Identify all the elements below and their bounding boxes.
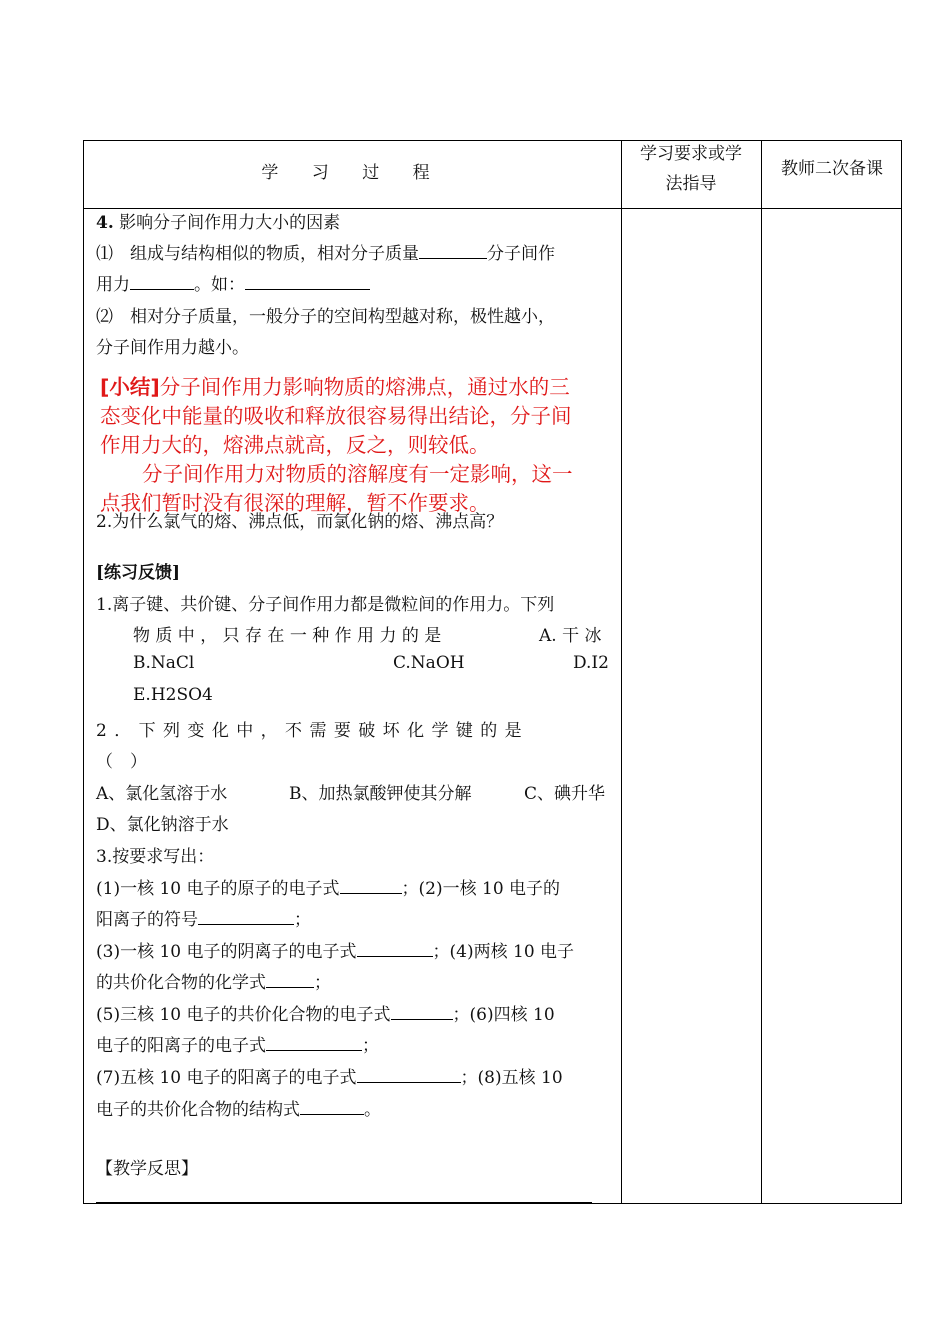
summary-line1 — [100, 373, 570, 401]
practice-q3-title: 3.按要求写出： — [96, 847, 215, 867]
summary-line5: 点我们暂时没有很深的理解，暂不作要求。 — [100, 491, 490, 515]
q3-text: ；(8)五核 10 — [460, 1068, 563, 1088]
q3-text: (1)一核 10 电子的原子的电子式 — [96, 879, 340, 899]
header-teacher-prep: 教师二次备课 — [781, 159, 883, 179]
q3-text: (3)一核 10 电子的阴离子的电子式 — [96, 942, 357, 962]
q2-option-b: B、加热氯酸钾使其分解 — [289, 784, 472, 804]
q3-text: ；(4)两核 10 电子 — [432, 942, 575, 962]
fill-blank[interactable] — [266, 969, 314, 988]
practice-q3-line8 — [96, 1095, 381, 1120]
practice-q3-line1 — [96, 874, 560, 899]
header-learning-process: 学 习 过 程 — [261, 163, 444, 183]
q3-text: ；(2)一核 10 电子的 — [401, 879, 561, 899]
option-a: A. 干 冰 — [539, 626, 602, 646]
section4-title — [96, 208, 340, 233]
section4-point1-text-b: 分子间作 — [487, 244, 555, 264]
practice-q1-line2 — [133, 621, 613, 646]
q3-text: 的共价化合物的化学式 — [96, 973, 266, 993]
practice-q3-line6 — [96, 1031, 379, 1056]
fill-blank[interactable] — [357, 938, 433, 957]
practice-q3-line4 — [96, 968, 331, 993]
practice-q3-line2 — [96, 905, 311, 930]
fill-blank[interactable] — [300, 1096, 364, 1115]
q3-text: 电子的共价化合物的结构式 — [96, 1100, 300, 1120]
fill-blank[interactable] — [266, 1032, 362, 1051]
practice-q1-line3 — [133, 653, 613, 673]
fill-blank[interactable] — [391, 1001, 453, 1020]
q3-text: ；(6)四核 10 — [452, 1005, 555, 1025]
q3-text: 阳离子的符号 — [96, 910, 198, 930]
header-learning-guide-line2: 法指导 — [665, 174, 717, 194]
q2-option-d: D、氯化钠溶于水 — [96, 815, 229, 835]
section4-point2-line2: 分子间作用力越小。 — [96, 338, 249, 358]
fill-blank[interactable] — [340, 875, 402, 894]
section4-point1-line1 — [96, 239, 555, 264]
section4-point1-text: ⑴ 组成与结构相似的物质，相对分子质量 — [96, 244, 419, 264]
q3-text: 电子的阳离子的电子式 — [96, 1036, 266, 1056]
header-learning-guide-line1: 学习要求或学 — [640, 144, 742, 164]
q3-text: ； — [294, 910, 311, 930]
section4-number: 4. — [96, 213, 114, 233]
reflection-line[interactable] — [96, 1202, 592, 1203]
fill-blank[interactable] — [419, 240, 487, 259]
q3-text: 。 — [364, 1100, 381, 1120]
summary-text: 分子间作用力影响物质的熔沸点，通过水的三 — [159, 375, 570, 399]
practice-q1-line1: 1.离子键、共价键、分子间作用力都是微粒间的作用力。下列 — [96, 595, 555, 615]
question-2: 2.为什么氯气的熔、沸点低，而氯化钠的熔、沸点高？ — [96, 512, 504, 532]
q3-text: ； — [362, 1036, 379, 1056]
summary-line3: 作用力大的，熔沸点就高，反之，则较低。 — [100, 433, 490, 457]
fill-blank[interactable] — [130, 271, 194, 290]
lesson-table — [83, 140, 902, 1204]
practice-title: [练习反馈] — [96, 563, 181, 583]
q2-option-c: C、碘升华 — [524, 784, 606, 804]
header-learning-guide — [621, 139, 761, 199]
practice-q3-line7 — [96, 1063, 563, 1088]
practice-q3-line3 — [96, 937, 574, 962]
section4-point1-line2 — [96, 270, 370, 295]
column-divider — [761, 141, 762, 1203]
summary-line4: 分子间作用力对物质的溶解度有一定影响，这一 — [142, 462, 573, 486]
option-c: C.NaOH — [393, 653, 465, 673]
practice-q3-line5 — [96, 1000, 555, 1025]
q3-text: (7)五核 10 电子的阳离子的电子式 — [96, 1068, 357, 1088]
fill-blank[interactable] — [198, 906, 294, 925]
q3-text: (5)三核 10 电子的共价化合物的电子式 — [96, 1005, 391, 1025]
summary-line2: 态变化中能量的吸收和释放很容易得出结论，分子间 — [100, 404, 572, 428]
practice-q2-line2: （ ） — [96, 752, 147, 772]
summary-tag: [小结] — [100, 375, 160, 399]
section4-title-text: 影响分子间作用力大小的因素 — [119, 213, 341, 233]
learning-process-content — [96, 208, 612, 1203]
section4-point1-text-d: 。如： — [194, 275, 245, 295]
fill-blank[interactable] — [245, 271, 370, 290]
option-d: D.I2 — [573, 653, 609, 673]
section4-point2-line1: ⑵ 相对分子质量，一般分子的空间构型越对称，极性越小， — [96, 307, 555, 327]
option-e: E.H2SO4 — [133, 685, 213, 705]
column-divider — [621, 141, 622, 1203]
practice-q2-options — [96, 779, 612, 804]
q3-text: ； — [314, 973, 331, 993]
teaching-reflection-title: 【教学反思】 — [96, 1159, 198, 1179]
practice-q2-line1: 2 ． 下 列 变 化 中 ， 不 需 要 破 坏 化 学 键 的 是 — [96, 721, 522, 741]
option-b: B.NaCl — [133, 653, 195, 673]
fill-blank[interactable] — [357, 1064, 461, 1083]
practice-q1-stem: 物 质 中 ， 只 存 在 一 种 作 用 力 的 是 — [133, 626, 442, 646]
q2-option-a: A、氯化氢溶于水 — [96, 784, 228, 804]
section4-point1-text-c: 用力 — [96, 275, 130, 295]
